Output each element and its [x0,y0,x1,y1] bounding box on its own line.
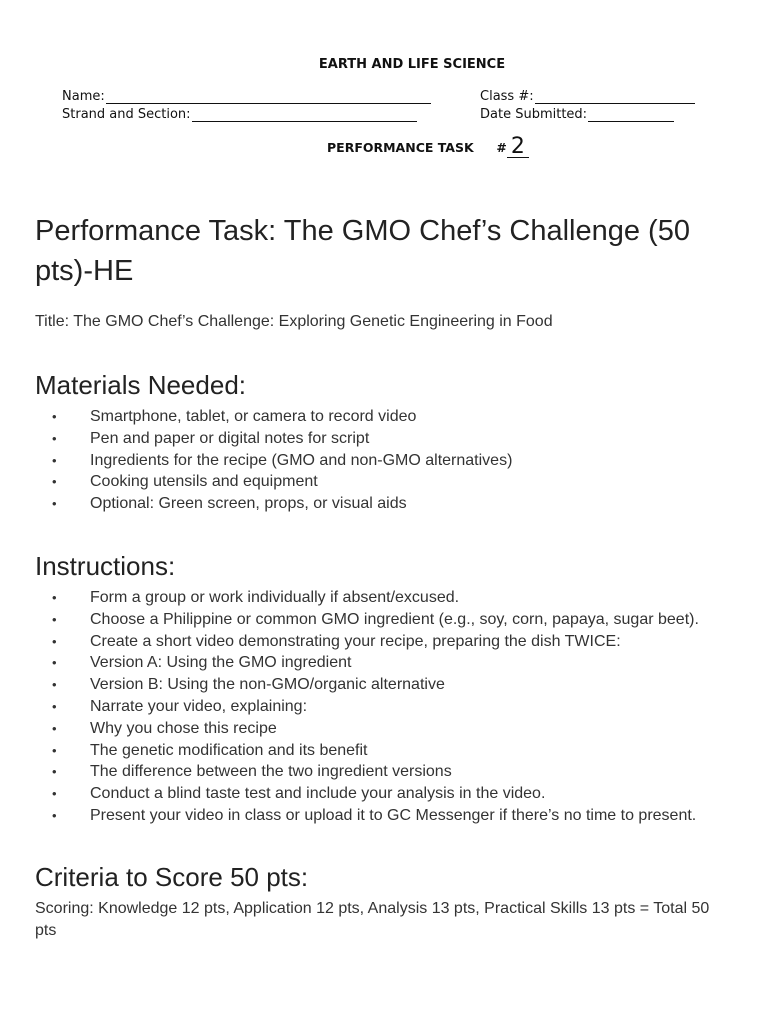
bullet-icon: • [52,633,57,649]
list-item [35,783,699,805]
bullet-icon: • [52,452,57,468]
list-item-text: Why you chose this recipe [90,719,277,737]
list-item-text: The genetic modification and its benefit [90,741,368,759]
criteria-heading: Criteria to Score 50 pts: [35,862,309,892]
class-number-field[interactable] [480,89,695,104]
bullet-icon: • [52,807,57,823]
bullet-icon: • [52,430,57,446]
document-title: Performance Task: The GMO Chef’s Challenge (50 pts)-HE [35,215,690,287]
strand-section-label: Strand and Section: [62,107,191,122]
materials-list [35,406,512,515]
list-item-text: Choose a Philippine or common GMO ingredient (e.g., soy, corn, papaya, sugar beet). [90,610,699,628]
bullet-icon: • [52,764,57,780]
instructions-list [35,587,699,827]
strand-section-blank-line[interactable] [192,107,417,122]
name-field[interactable] [62,89,431,104]
performance-task-number: 2 [507,137,529,158]
list-item [35,471,512,493]
list-item-text: The difference between the two ingredient versions [90,763,452,781]
list-item [35,740,699,762]
list-item-text: Form a group or work individually if absent/excused. [90,589,460,606]
bullet-icon: • [52,742,57,758]
subject-heading: EARTH AND LIFE SCIENCE [318,57,506,72]
list-item [35,652,699,674]
list-item-text: Version B: Using the non-GMO/organic alternative [90,676,445,694]
bullet-icon: • [52,474,57,490]
performance-task-hash: # [496,140,507,155]
strand-section-field[interactable] [62,107,417,122]
materials-heading: Materials Needed: [35,370,246,400]
bullet-icon: • [52,409,57,424]
bullet-icon: • [52,698,57,714]
name-label: Name: [62,89,105,104]
performance-task-label: PERFORMANCE TASK [327,140,474,155]
list-item-text: Conduct a blind taste test and include your analysis in the video. [90,785,546,803]
list-item [35,493,512,515]
bullet-icon: • [52,720,57,736]
list-item [35,450,512,472]
date-submitted-blank-line[interactable] [588,107,674,122]
instructions-heading: Instructions: [35,551,176,581]
list-item-text: Optional: Green screen, props, or visual aids [90,495,407,513]
bullet-icon: • [52,786,57,802]
list-item-text: Version A: Using the GMO ingredient [90,654,352,672]
document-subtitle: Title: The GMO Chef’s Challenge: Exploring Genetic Engineering in Food [35,313,553,330]
class-number-label: Class #: [480,89,534,104]
date-submitted-label: Date Submitted: [480,107,588,122]
list-item [35,587,699,609]
bullet-icon: • [52,590,57,605]
scoring-text: Scoring: Knowledge 12 pts, Application 12 pts, Analysis 13 pts, Practical Skills 13 pts = Total 50 pts [35,900,710,939]
list-item [35,761,699,783]
list-item [35,674,699,696]
list-item-text: Cooking utensils and equipment [90,473,318,491]
list-item [35,428,512,450]
performance-task-line [327,136,529,157]
list-item [35,406,512,428]
list-item-text: Ingredients for the recipe (GMO and non-GMO alternatives) [90,451,513,469]
bullet-icon: • [52,496,57,512]
list-item-text: Present your video in class or upload it to GC Messenger if there’s no time to present. [90,806,697,824]
list-item [35,696,699,718]
list-item-text: Smartphone, tablet, or camera to record video [90,408,417,425]
name-blank-line[interactable] [106,89,431,104]
list-item-text: Narrate your video, explaining: [90,697,308,715]
list-item [35,718,699,740]
list-item [35,609,699,631]
list-item-text: Create a short video demonstrating your recipe, preparing the dish TWICE: [90,632,621,650]
list-item [35,631,699,653]
bullet-icon: • [52,677,57,693]
list-item-text: Pen and paper or digital notes for script [90,429,370,447]
list-item [35,805,699,827]
bullet-icon: • [52,655,57,671]
date-submitted-field[interactable] [480,107,674,122]
class-number-blank-line[interactable] [535,89,695,104]
bullet-icon: • [52,611,57,627]
